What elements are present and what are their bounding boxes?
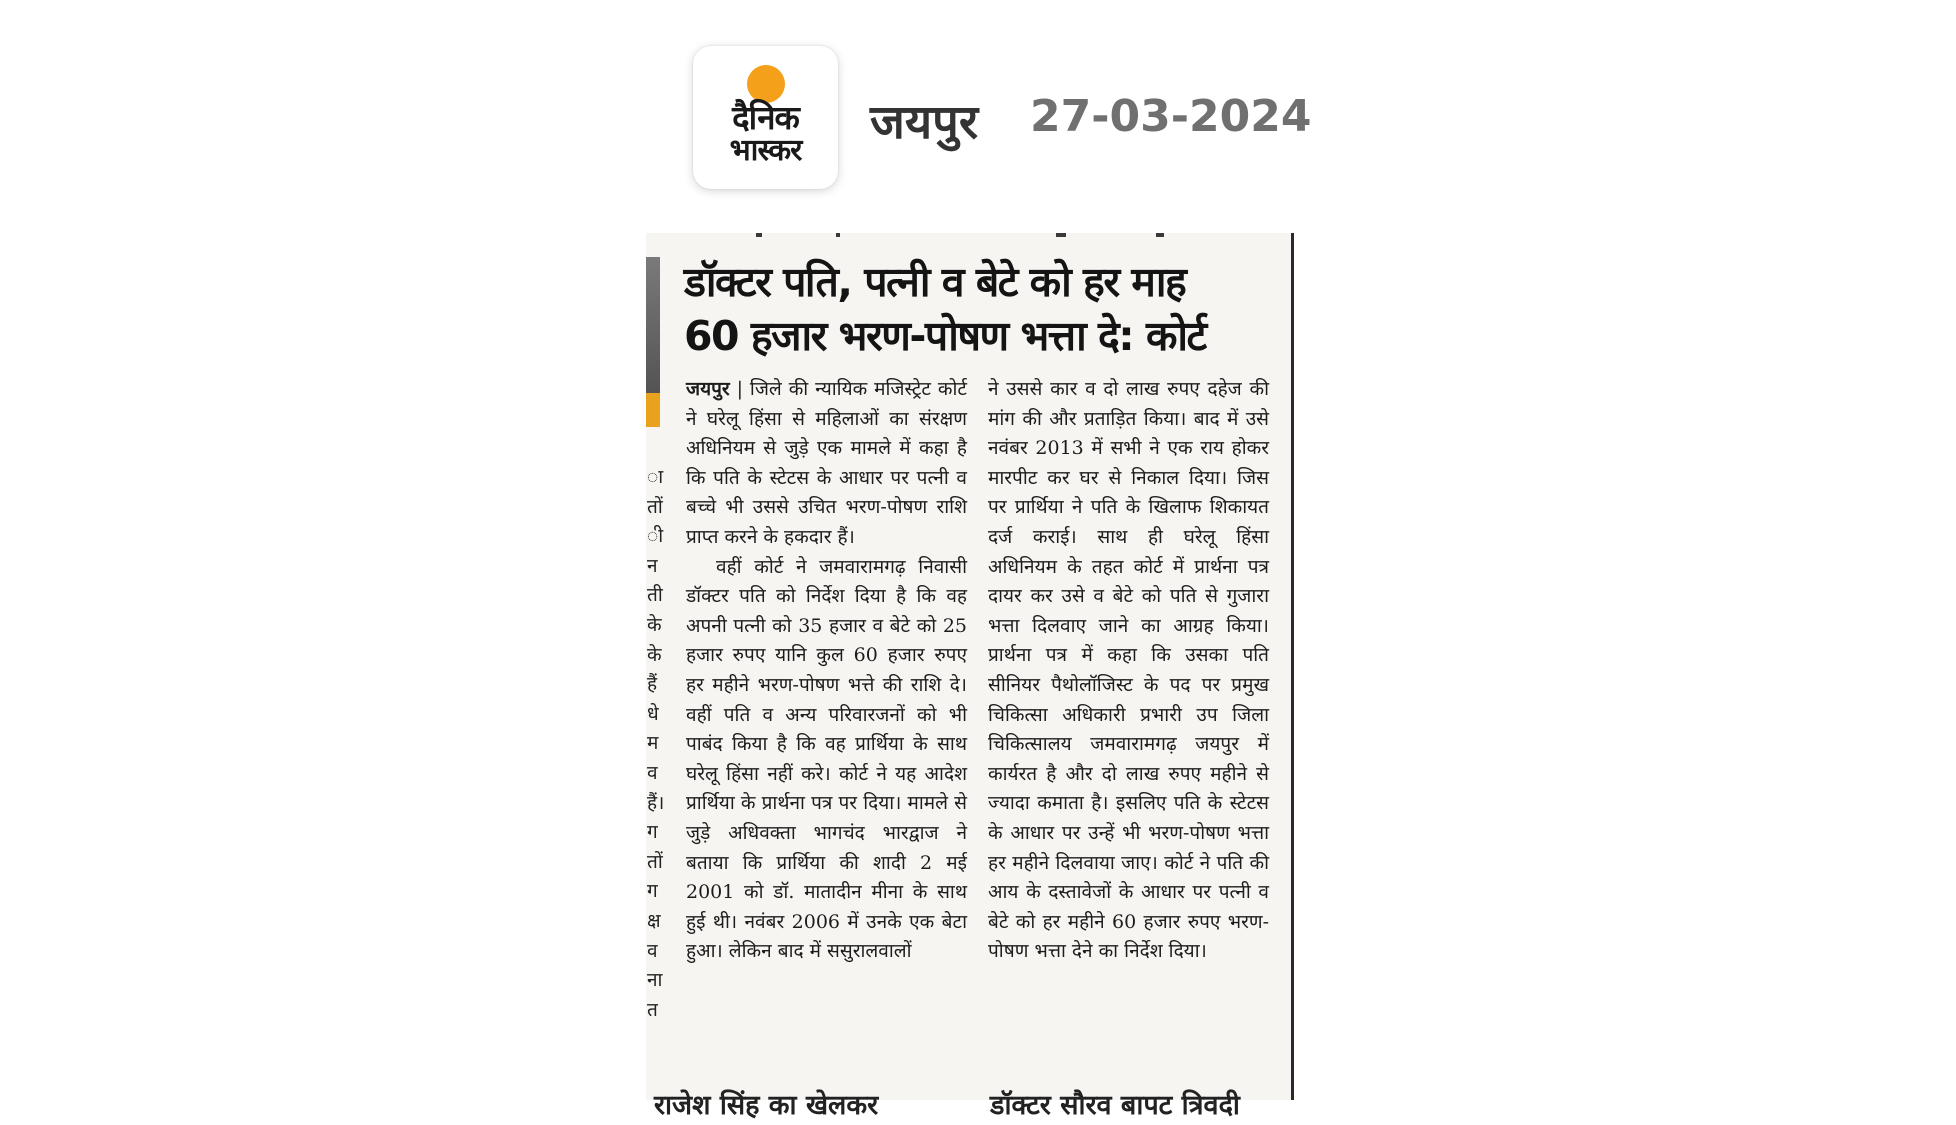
cropped-fragment: धे (647, 702, 659, 725)
cropped-top-strip (646, 233, 1294, 239)
logo-text-line2: भास्कर (729, 133, 802, 168)
next-headline-right: डॉक्टर सौरव बापट त्रिवदी (990, 1090, 1240, 1121)
cropped-fragment: हैं (647, 673, 658, 696)
cropped-fragment: हैं। (647, 791, 665, 814)
cropped-fragment: के (647, 613, 662, 636)
paragraph-1-text: | जिले की न्यायिक मजिस्ट्रेट कोर्ट ने घरेलू हिंसा से महिलाओं का संरक्षण अधिनियम से जुड़े एक मामले में कहा है कि पति के स्टेटस के आधार पर पत्नी व बच्चे भी उससे उचित भरण-पोषण राशि प्राप्त करने के हकदार हैं। (686, 378, 967, 548)
cropped-fragment: ी (647, 525, 664, 548)
cropped-fragment: तों (647, 850, 663, 873)
cropped-fragment: ना (647, 969, 663, 992)
cropped-fragment: तों (647, 495, 663, 518)
article-column-1 (686, 375, 967, 967)
cropped-fragment: व (647, 761, 658, 784)
cropped-left-photo (646, 257, 660, 427)
cropped-fragment: क्ष (647, 909, 661, 932)
article-dateline: जयपुर (686, 378, 730, 400)
photo-yellow-edge (646, 393, 660, 427)
cropped-fragment: ती (647, 584, 663, 607)
next-headline-left: राजेश सिंह का खेलकर (654, 1090, 879, 1121)
cropped-fragment: त (647, 998, 658, 1021)
cropped-fragment: ग (647, 821, 658, 844)
cropped-fragment: ग (647, 880, 658, 903)
headline-line-2: 60 हजार भरण-पोषण भत्ता दे: कोर्ट (684, 312, 1206, 360)
edition-city: जयपुर (870, 95, 979, 150)
article-paragraph-3: ने उससे कार व दो लाख रुपए दहेज की मांग की और प्रताड़ित किया। बाद में उसे नवंबर 2013 में सभी ने एक राय होकर मारपीट कर घर से निकाल दिया। जिस पर प्रार्थिया ने पति के खिलाफ शिकायत दर्ज कराई। साथ ही घरेलू हिंसा अधिनियम के तहत कोर्ट में प्रार्थना पत्र दायर कर उसे व बेटे को पति से गुजारा भत्ता दिलवाए जाने का आग्रह किया। प्रार्थना पत्र में कहा कि उसका पति सीनियर पैथोलॉजिस्ट के पद पर प्रमुख चिकित्सा अधिकारी प्रभारी उप जिला चिकित्सालय जमवारामगढ़ जयपुर में कार्यरत है और दो लाख रुपए महीने से ज्यादा कमाता है। इसलिए पति के स्टेटस के आधार पर उन्हें भी भरण-पोषण भत्ता हर महीने दिलवाया जाए। कोर्ट ने पति की आय के दस्तावेजों के आधार पर पत्नी व बेटे को हर महीने 60 हजार रुपए भरण-पोषण भत्ता देने का निर्देश दिया। (988, 378, 1269, 963)
cropped-left-column (647, 463, 663, 1025)
cropped-next-headlines (646, 1085, 1294, 1125)
cropped-fragment: व (647, 939, 658, 962)
article-headline (684, 255, 1289, 363)
article-paragraph-2: वहीं कोर्ट ने जमवारामगढ़ निवासी डॉक्टर पति को निर्देश दिया है कि वह अपनी पत्नी को 35 हजार व बेटे को 25 हजार रुपए यानि कुल 60 हजार रुपए हर महीने भरण-पोषण भत्ते की राशि दे। वहीं पति व अन्य परिवारजनों को भी पाबंद किया है कि वह प्रार्थिया के साथ घरेलू हिंसा नहीं करे। कोर्ट ने यह आदेश प्रार्थिया के प्रार्थना पत्र पर दिया। मामले से जुड़े अधिवक्ता भागचंद भारद्वाज ने बताया कि प्रार्थिया की शादी 2 मई 2001 को डॉ. मातादीन मीना के साथ हुई थी। नवंबर 2006 में उनके एक बेटा हुआ। लेकिन बाद में ससुरालवालों (686, 555, 967, 963)
cropped-fragment: म (647, 732, 659, 755)
clipping-right-rule (1291, 233, 1294, 1100)
cropped-fragment: न (647, 554, 658, 577)
article-paragraph-1 (686, 375, 967, 553)
cropped-fragment: ा (647, 466, 664, 488)
edition-date: 27-03-2024 (1030, 91, 1312, 142)
article-column-2 (988, 375, 1269, 967)
dainik-bhaskar-logo (693, 46, 838, 189)
logo-text-line1: दैनिक (732, 98, 799, 137)
news-clipping (646, 233, 1294, 1121)
headline-line-1: डॉक्टर पति, पत्नी व बेटे को हर माह (684, 258, 1186, 306)
cropped-fragment: के (647, 643, 662, 666)
